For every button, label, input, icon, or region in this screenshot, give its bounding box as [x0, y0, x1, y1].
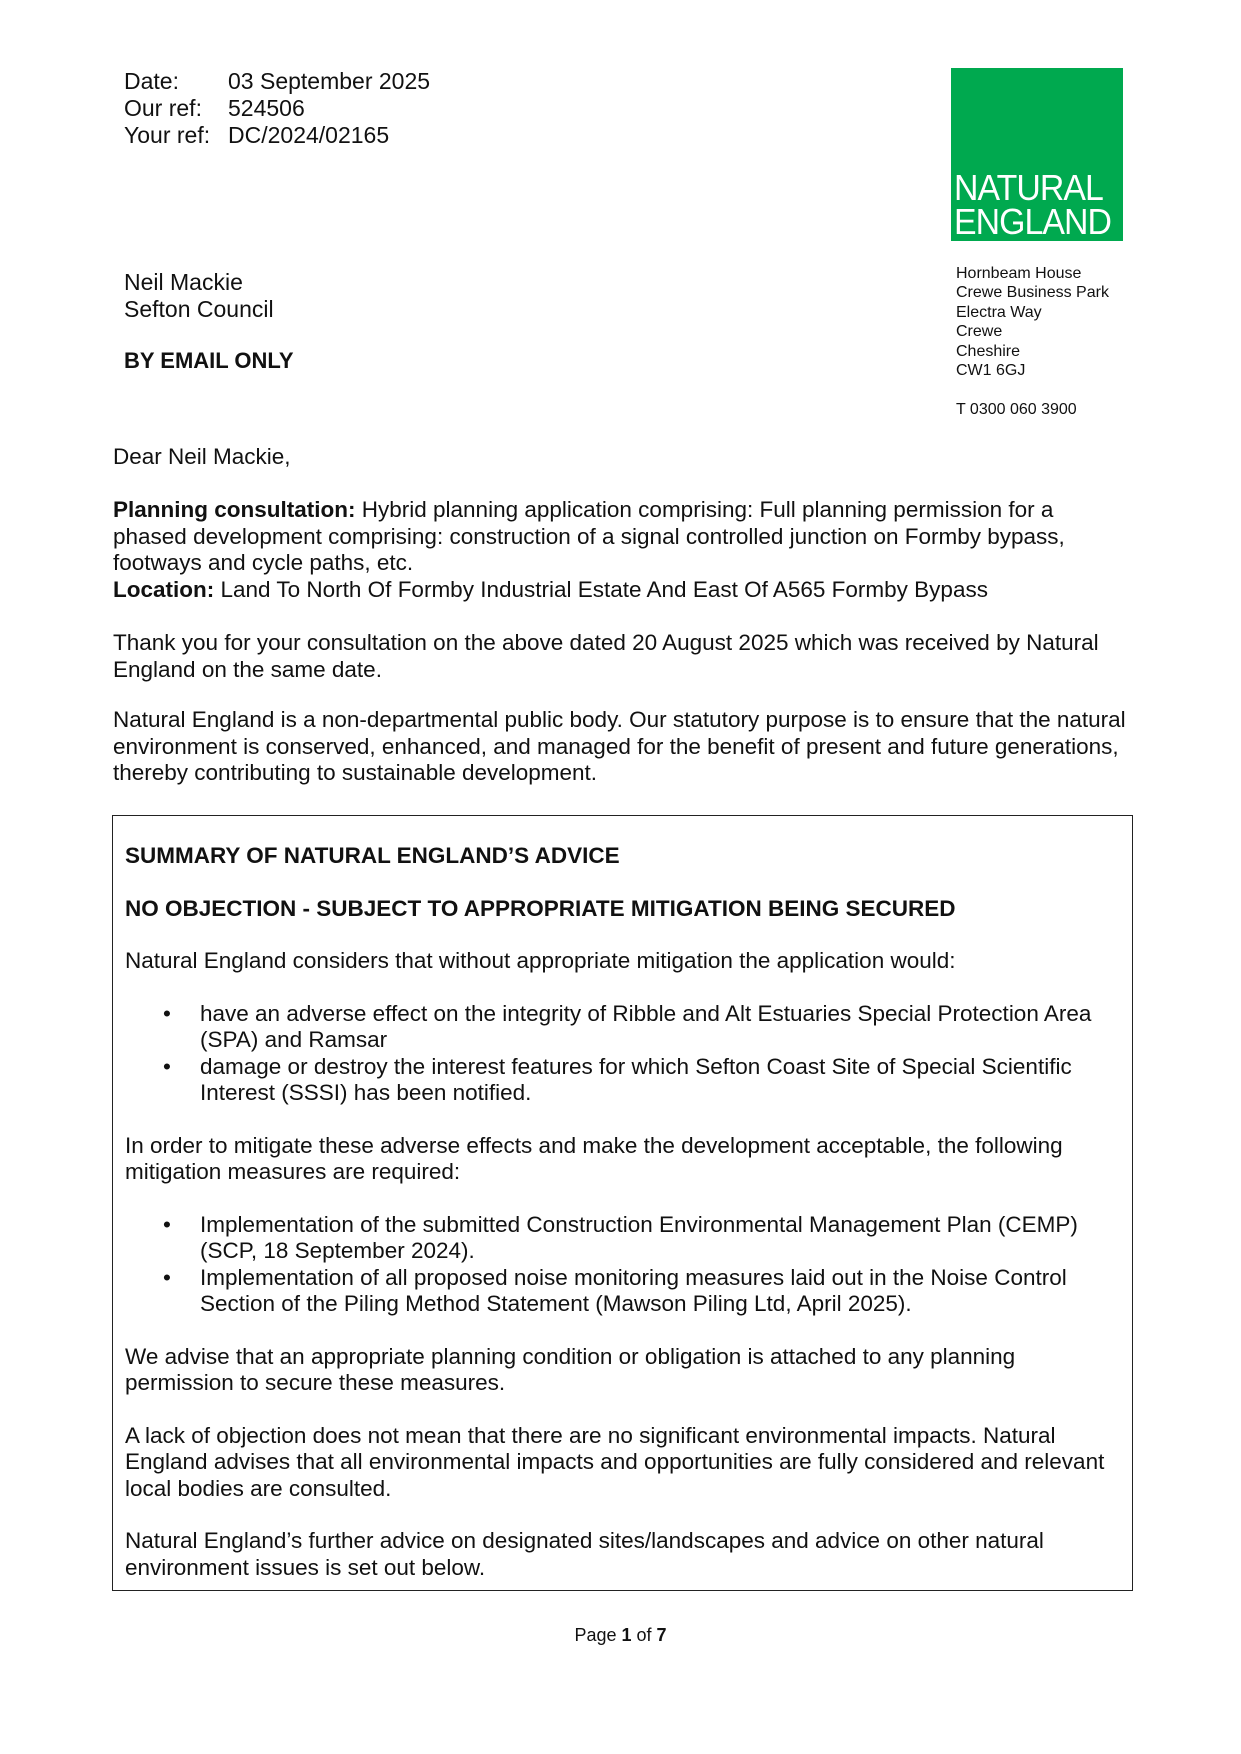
address-line: Crewe Business Park — [956, 284, 1109, 302]
summary-content — [125, 843, 1125, 1581]
address-line: Crewe — [956, 323, 1003, 341]
your-ref-value: DC/2024/02165 — [228, 122, 390, 148]
summary-verdict: NO OBJECTION - SUBJECT TO APPROPRIATE MITIGATION BEING SECURED — [125, 895, 956, 921]
sender-phone: T 0300 060 3900 — [956, 401, 1077, 418]
address-line: Hornbeam House — [956, 265, 1082, 282]
list-item: • damage or destroy the interest features for which Sefton Coast Site of Special Scientific Interest (SSSI) has been notified. — [125, 1054, 1125, 1107]
sender-address — [956, 264, 1109, 380]
address-line: Cheshire — [956, 342, 1021, 360]
location-paragraph — [113, 577, 1133, 604]
addressee — [124, 269, 274, 323]
page-of: of — [631, 1625, 657, 1645]
delivery-note: BY EMAIL ONLY — [124, 348, 294, 373]
measures-list — [125, 1212, 1125, 1318]
mitigation-intro: In order to mitigate these adverse effects and make the development acceptable, the following mitigation measures are required: — [125, 1132, 1063, 1184]
condition-advice: We advise that an appropriate planning condition or obligation is attached to any planning permission to secure these measures. — [125, 1343, 1016, 1395]
reference-block — [124, 68, 430, 149]
impacts-note: A lack of objection does not mean that there are no significant environmental impacts. Natural England advises that all environmental impacts and opportunities are fully considered and relevant local bodies are consulted. — [125, 1422, 1105, 1501]
page-total: 7 — [656, 1625, 667, 1645]
date-value: 03 September 2025 — [228, 68, 431, 94]
about-paragraph: Natural England is a non-departmental public body. Our statutory purpose is to ensure that the natural environment is conserved, enhanced, and managed for the benefit of present and future generations, thereby contributing to sustainable development. — [113, 707, 1126, 785]
salutation: Dear Neil Mackie, — [113, 444, 291, 469]
further-advice: Natural England’s further advice on designated sites/landscapes and advice on other natural environment issues is set out below. — [125, 1528, 1044, 1580]
location-text: Land To North Of Formby Industrial Estate And East Of A565 Formby Bypass — [214, 576, 988, 602]
consultation-text: Hybrid planning application comprising: Full planning permission for a phased development comprising: construction of a signal controlled junction on Formby bypass, footways and cycle paths, etc. — [113, 497, 1065, 575]
summary-box — [112, 815, 1133, 1591]
date-label: Date: — [124, 68, 179, 94]
page-word: Page — [574, 1625, 622, 1645]
consultation-paragraph — [113, 497, 1133, 577]
our-ref-label: Our ref: — [124, 95, 202, 121]
list-item: • Implementation of all proposed noise monitoring measures laid out in the Noise Control Section of the Piling Method Statement (Mawson Piling Ltd, April 2025). — [125, 1265, 1125, 1318]
our-ref-value: 524506 — [228, 95, 305, 121]
address-line: Electra Way — [956, 303, 1042, 321]
effects-list — [125, 1001, 1125, 1107]
thanks-paragraph: Thank you for your consultation on the above dated 20 August 2025 which was received by Natural England on the same date. — [113, 630, 1099, 682]
consultation-details — [113, 497, 1133, 603]
summary-heading: SUMMARY OF NATURAL ENGLAND’S ADVICE — [125, 843, 620, 868]
consultation-label: Planning consultation: — [113, 497, 356, 522]
natural-england-logo — [951, 68, 1123, 241]
logo-line-2: ENGLAND — [954, 201, 1112, 242]
page-footer — [0, 1625, 1241, 1646]
list-item: • have an adverse effect on the integrity of Ribble and Alt Estuaries Special Protection Area (SPA) and Ramsar — [125, 1001, 1125, 1054]
address-line: CW1 6GJ — [956, 362, 1026, 380]
location-label: Location: — [113, 576, 215, 602]
logo-line-1: NATURAL — [954, 167, 1103, 208]
your-ref-label: Your ref: — [124, 122, 211, 148]
addressee-name: Neil Mackie — [124, 269, 243, 295]
summary-intro: Natural England considers that without appropriate mitigation the application would: — [125, 948, 956, 973]
page-current: 1 — [621, 1625, 632, 1645]
list-item: • Implementation of the submitted Construction Environmental Management Plan (CEMP) (SCP, 18 September 2024). — [125, 1212, 1125, 1265]
addressee-organisation: Sefton Council — [124, 296, 274, 322]
